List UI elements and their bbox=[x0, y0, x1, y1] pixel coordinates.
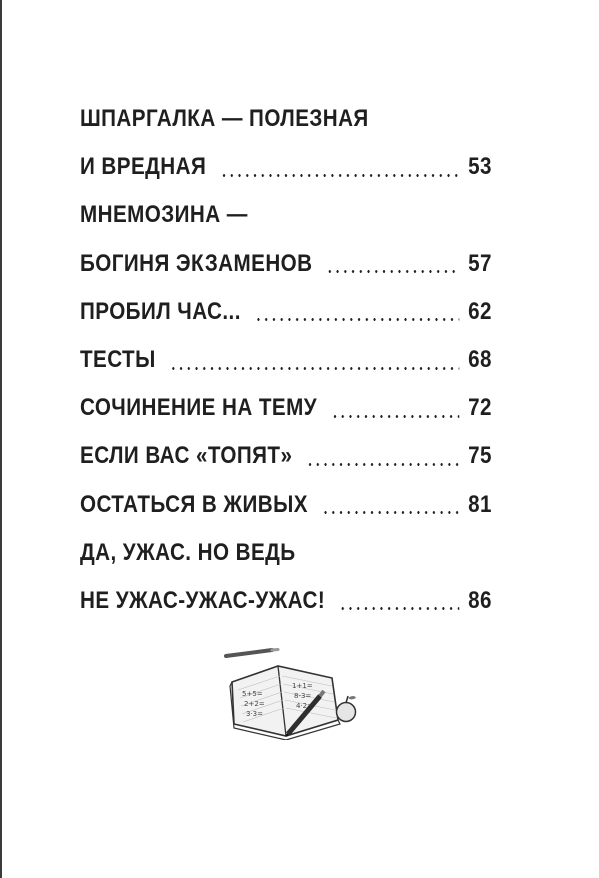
toc-page-number: 86 bbox=[468, 586, 492, 614]
toc-title: СОЧИНЕНИЕ НА ТЕМУ bbox=[80, 394, 317, 422]
dot-leader bbox=[322, 511, 460, 514]
dot-leader bbox=[255, 318, 460, 321]
notebook-text: 4·2= bbox=[296, 702, 313, 710]
toc-entry bbox=[80, 481, 492, 529]
toc-entry bbox=[80, 577, 492, 625]
toc-entry bbox=[80, 432, 492, 480]
notebook-text: 5+5= bbox=[242, 690, 263, 698]
dot-leader bbox=[220, 174, 460, 177]
toc-line bbox=[80, 191, 492, 239]
toc-page-number: 57 bbox=[468, 249, 492, 277]
toc-entry bbox=[80, 336, 492, 384]
dot-leader bbox=[306, 463, 459, 466]
dot-leader bbox=[339, 607, 460, 610]
toc-title: И ВРЕДНАЯ bbox=[80, 153, 207, 181]
dot-leader bbox=[331, 415, 460, 418]
table-of-contents bbox=[80, 95, 492, 625]
dot-leader bbox=[169, 367, 459, 370]
toc-page-number: 72 bbox=[468, 394, 492, 422]
notebook-text: 8-3= bbox=[294, 692, 312, 700]
toc-title: ДА, УЖАС. НО ВЕДЬ bbox=[80, 538, 296, 566]
toc-entry bbox=[80, 240, 492, 288]
page-edge-left bbox=[0, 0, 2, 878]
toc-page-number: 81 bbox=[468, 490, 492, 518]
toc-title: ОСТАТЬСЯ В ЖИВЫХ bbox=[80, 490, 308, 518]
toc-title: ПРОБИЛ ЧАС... bbox=[80, 297, 241, 325]
toc-title: ШПАРГАЛКА — ПОЛЕЗНАЯ bbox=[80, 105, 369, 133]
notebook-text: 1+1= bbox=[292, 682, 313, 690]
toc-line bbox=[80, 95, 492, 143]
toc-title: МНЕМОЗИНА — bbox=[80, 201, 248, 229]
notebook-pencil-apple-icon bbox=[220, 640, 360, 740]
toc-page-number: 68 bbox=[468, 346, 492, 374]
toc-page-number: 53 bbox=[468, 153, 492, 181]
toc-entry bbox=[80, 143, 492, 191]
notebook-text: 3·3= bbox=[246, 710, 263, 718]
toc-page-number: 62 bbox=[468, 297, 492, 325]
toc-title: ТЕСТЫ bbox=[80, 346, 156, 374]
notebook-text: 2+2= bbox=[244, 700, 265, 708]
toc-page-number: 75 bbox=[468, 442, 492, 470]
toc-title: ЕСЛИ ВАС «ТОПЯТ» bbox=[80, 442, 293, 470]
toc-entry bbox=[80, 384, 492, 432]
toc-title: НЕ УЖАС-УЖАС-УЖАС! bbox=[80, 586, 326, 614]
toc-line bbox=[80, 529, 492, 577]
toc-title: БОГИНЯ ЭКЗАМЕНОВ bbox=[80, 249, 313, 277]
toc-entry bbox=[80, 288, 492, 336]
dot-leader bbox=[326, 270, 459, 273]
